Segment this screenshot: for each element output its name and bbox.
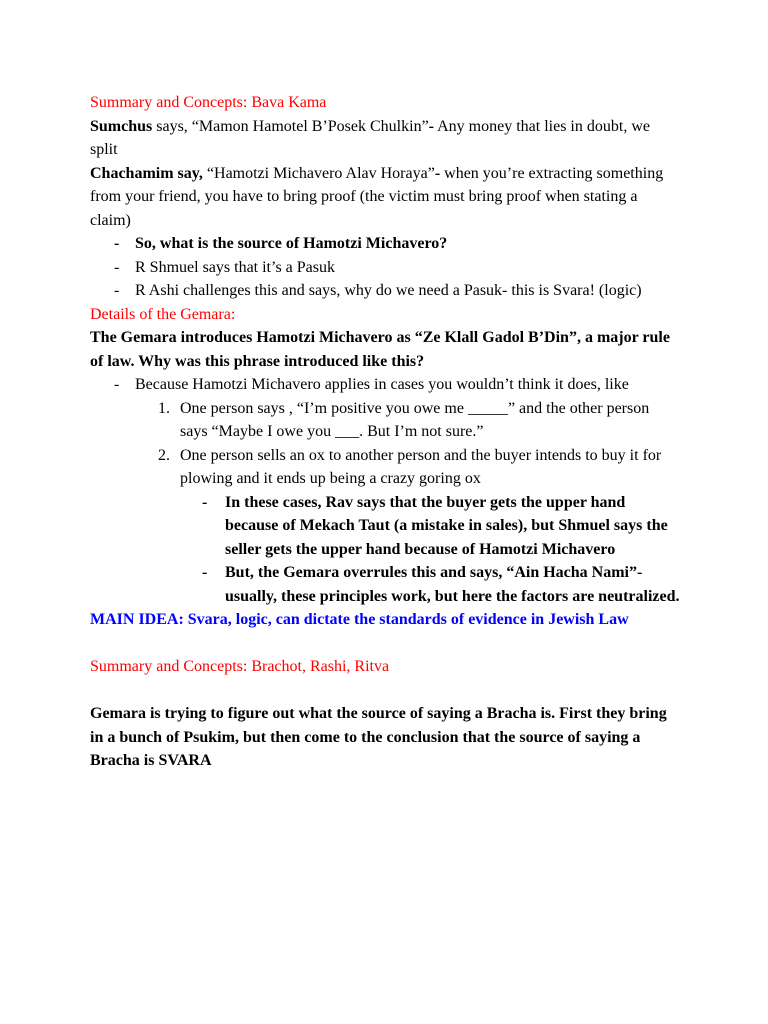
case-text: One person says , “I’m positive you owe me _____” and the other person says “Maybe I owe you ___. But I’m not sure.” (180, 399, 650, 440)
reason-bullet-list (90, 373, 680, 397)
list-item: - R Ashi challenges this and says, why do we need a Pasuk- this is Svara! (logic) (90, 279, 680, 303)
list-item: - But, the Gemara overrules this and says, “Ain Hacha Nami”- usually, these principles work, but here the factors are neutralized. (225, 561, 680, 608)
brachot-paragraph: Gemara is trying to figure out what the source of saying a Bracha is. First they bring in a bunch of Psukim, but then come to the conclusion that the source of saying a Bracha is SVARA (90, 705, 667, 769)
chachamim-paragraph (90, 162, 680, 233)
list-item (158, 444, 680, 609)
list-item: - R Shmuel says that it’s a Pasuk (90, 256, 680, 280)
chachamim-text-a: “Hamotzi Michavero Alav Horaya” (202, 164, 435, 182)
sumchus-dash: - (428, 117, 434, 135)
section-heading-brachot: Summary and Concepts: Brachot, Rashi, Ritva (90, 658, 390, 675)
source-bullet-list (90, 232, 680, 303)
list-item: - In these cases, Rav says that the buyer gets the upper hand because of Mekach Taut (a mistake in sales), but Shmuel says the seller gets the upper hand because of Hamotzi Michavero (225, 491, 680, 562)
sumchus-label: Sumchus (90, 117, 153, 135)
sumchus-text-b: Any money that lies in doubt, we split (90, 117, 650, 158)
case-text: One person sells an ox to another person and the buyer intends to buy it for plowing and it ends up being a crazy goring ox (180, 446, 662, 487)
gemara-intro-paragraph: The Gemara introduces Hamotzi Michavero as “Ze Klall Gadol B’Din”, a major rule of law. Why was this phrase introduced like this? (90, 329, 670, 370)
chachamim-text-b: when you’re extracting something from your friend, you have to bring proof (the victim must bring proof when stating a claim) (90, 164, 664, 229)
rulings-sub-list (180, 491, 680, 609)
section-heading-bava-kama: Summary and Concepts: Bava Kama (90, 94, 327, 111)
list-item: - So, what is the source of Hamotzi Michavero? (90, 232, 680, 256)
cases-numbered-list (90, 397, 680, 609)
main-idea: MAIN IDEA: Svara, logic, can dictate the standards of evidence in Jewish Law (90, 611, 629, 628)
sumchus-text-a: says, “Mamon Hamotel B’Posek Chulkin” (152, 117, 429, 135)
list-item (158, 397, 680, 444)
chachamim-dash: - (434, 164, 441, 182)
spacer (90, 632, 680, 656)
sumchus-paragraph (90, 115, 680, 162)
spacer (90, 679, 680, 703)
section-heading-details: Details of the Gemara: (90, 305, 236, 323)
chachamim-label: Chachamim say, (90, 164, 203, 182)
list-marker: 1. (158, 399, 170, 417)
list-marker: 2. (158, 446, 170, 464)
reason-text: Because Hamotzi Michavero applies in cases you wouldn’t think it does, like (135, 376, 629, 393)
document-page (90, 91, 680, 773)
list-item (90, 373, 680, 397)
